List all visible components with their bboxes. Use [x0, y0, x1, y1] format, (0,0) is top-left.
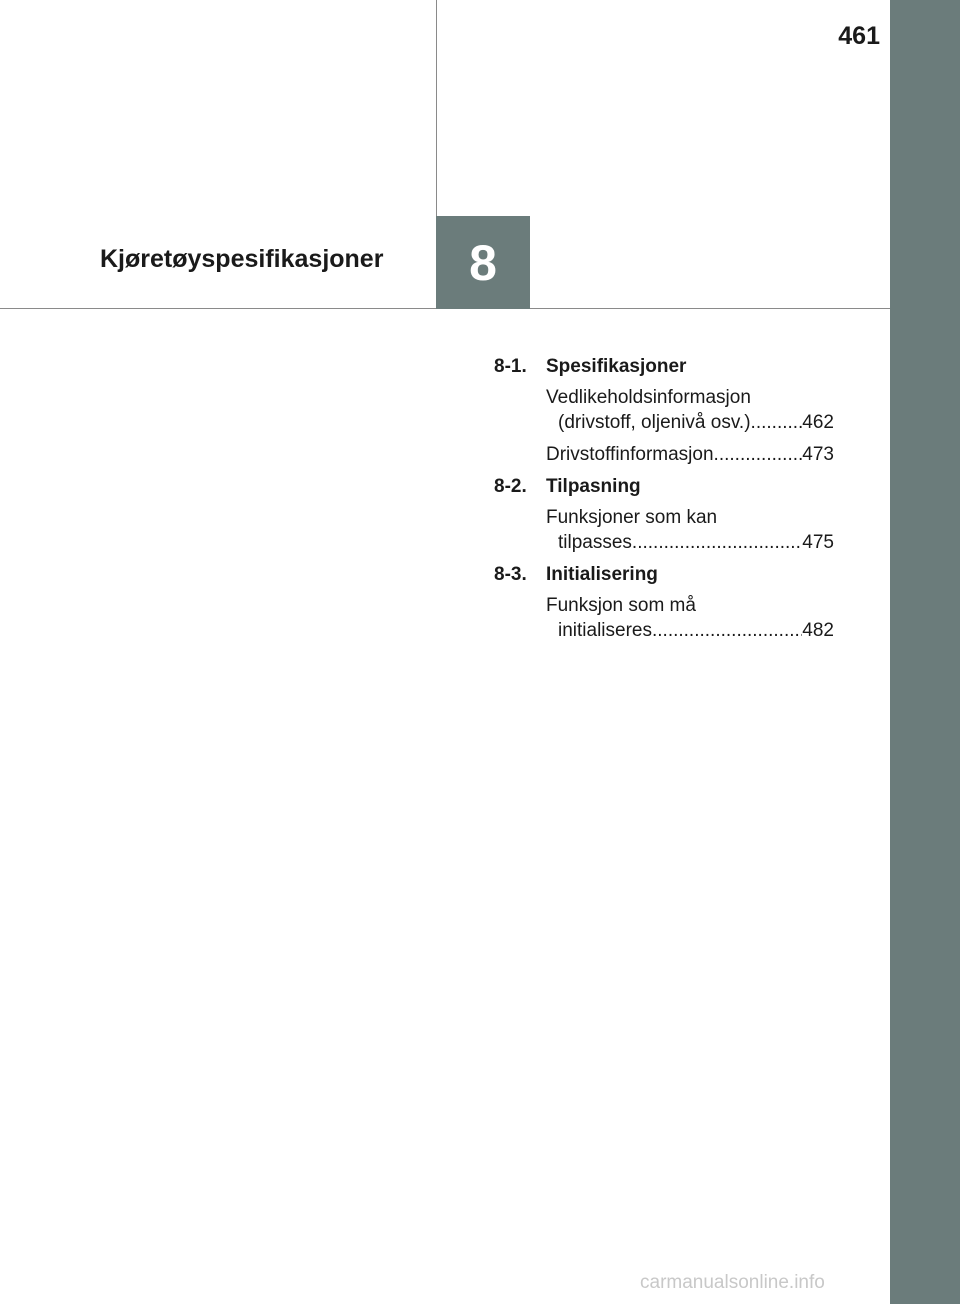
toc-entry[interactable]: [494, 385, 834, 435]
entry-title-line1: Funksjoner som kan: [546, 507, 718, 528]
page-number: 461: [838, 22, 880, 50]
section-number: 8-3.: [494, 564, 527, 585]
chapter-title: Kjøretøyspesifikasjoner: [100, 245, 384, 273]
toc-entry[interactable]: [494, 593, 834, 643]
dot-leader: [714, 442, 803, 467]
entry-title-line2: (drivstoff, oljenivå osv.): [558, 412, 751, 433]
toc-entry[interactable]: [494, 505, 834, 555]
toc-section: [494, 562, 834, 643]
divider-vertical: [436, 0, 437, 216]
entry-title-line2: tilpasses: [558, 532, 632, 553]
table-of-contents: [494, 354, 834, 650]
chapter-tab-sidebar: [890, 0, 960, 1304]
toc-section: [494, 474, 834, 555]
toc-section-heading[interactable]: [494, 562, 834, 587]
entry-title-line1: Drivstoffinformasjon: [546, 444, 714, 465]
section-number: 8-2.: [494, 476, 527, 497]
section-title: Initialisering: [546, 564, 658, 585]
dot-leader: [652, 618, 802, 643]
entry-page: 475: [802, 532, 834, 553]
entry-line2: [546, 618, 834, 643]
entry-line2: [546, 530, 834, 555]
entry-page: 462: [802, 412, 834, 433]
entry-title-line2: initialiseres: [558, 620, 652, 641]
section-number: 8-1.: [494, 356, 527, 377]
toc-section-heading[interactable]: [494, 354, 834, 379]
entry-title-line1: Funksjon som må: [546, 595, 696, 616]
entry-page: 482: [802, 620, 834, 641]
watermark: carmanualsonline.info: [640, 1272, 825, 1293]
section-title: Tilpasning: [546, 476, 641, 497]
entry-page: 473: [802, 444, 834, 465]
entry-title-line1: Vedlikeholdsinformasjon: [546, 387, 751, 408]
dot-leader: [751, 410, 803, 435]
toc-section-heading[interactable]: [494, 474, 834, 499]
entry-line1: [546, 442, 834, 467]
toc-entry[interactable]: [494, 442, 834, 467]
section-title: Spesifikasjoner: [546, 356, 687, 377]
toc-section: [494, 354, 834, 467]
entry-line2: [546, 410, 834, 435]
chapter-number-box: 8: [436, 216, 530, 309]
dot-leader: [632, 530, 802, 555]
